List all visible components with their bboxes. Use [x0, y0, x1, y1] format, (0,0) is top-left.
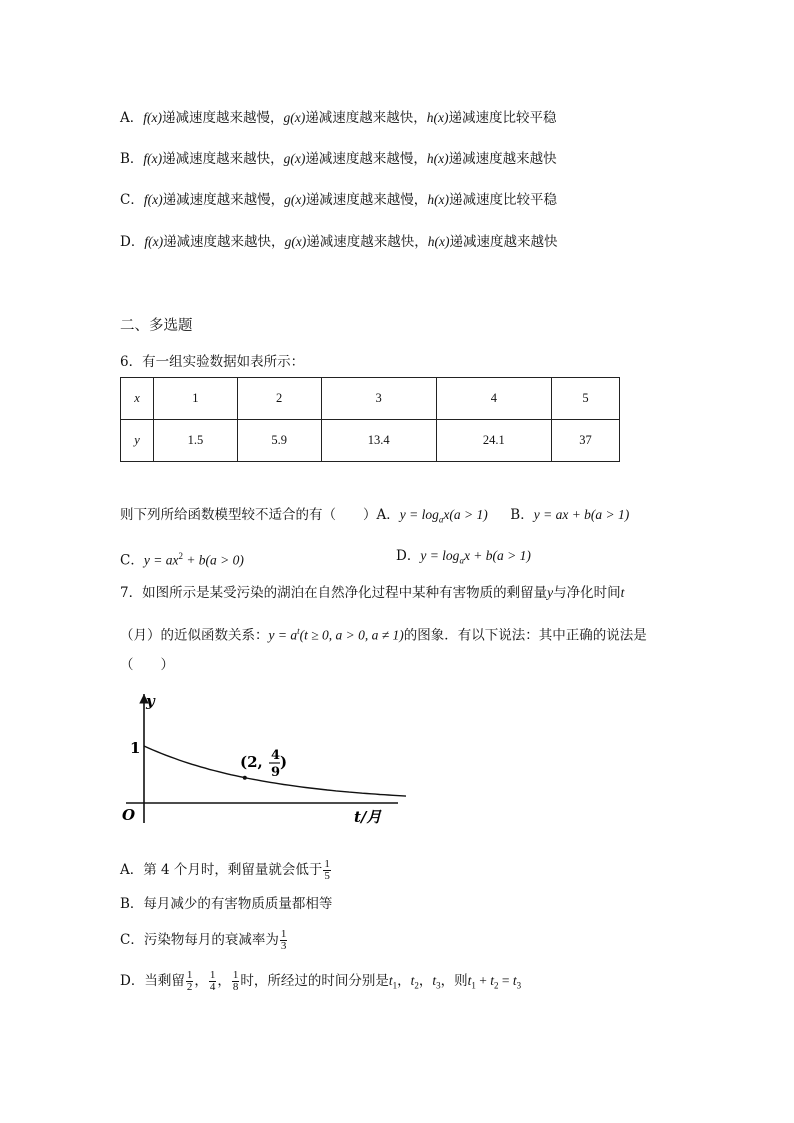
func-f: f(x) [143, 192, 163, 207]
q7-option-a [120, 857, 332, 883]
formula: + b(a > 0) [182, 552, 244, 568]
var-t3: t [432, 973, 437, 988]
q6-question-line [120, 505, 629, 530]
frac-num: 1 [280, 928, 287, 940]
q5-option-b [120, 149, 557, 169]
y-intercept-label: 1 [130, 739, 141, 757]
frac-den: 5 [324, 870, 330, 882]
table-header-x: x [121, 378, 154, 420]
section-title: 二、多选题 [120, 318, 193, 334]
option-text: 递减速度越来越慢， [162, 192, 285, 208]
option-text: D．当剩留 [120, 973, 185, 989]
func-g: g(x) [283, 151, 306, 166]
func-h: h(x) [427, 192, 450, 207]
fraction [186, 970, 194, 993]
var-t2: t [490, 973, 495, 988]
q6-question: 则下列所给函数模型较不适合的有（ ） [120, 507, 377, 523]
q7-stem: 与净化时间 [553, 585, 621, 601]
sub: 2 [494, 980, 499, 991]
option-text: 递减速度越来越快， [306, 234, 428, 250]
formula: y = a [268, 627, 298, 643]
x-axis-label: t/月 [354, 808, 382, 826]
formula: x(a > 1) [443, 507, 488, 522]
formula: x + b(a > 1) [463, 548, 531, 563]
option-text: C．污染物每月的衰减率为 [120, 932, 279, 948]
option-text: 递减速度越来越快 [448, 151, 557, 167]
q7-stem: 7．如图所示是某受污染的湖泊在自然净化过程中某种有害物质的剩留量 [120, 585, 548, 601]
sub: 3 [516, 980, 522, 991]
q7-stem-line3: （ ） [120, 657, 174, 673]
table-cell: 1 [154, 378, 238, 420]
func-g: g(x) [283, 110, 306, 125]
option-text: 时，所经过的时间分别是 [240, 973, 389, 989]
frac-den: 4 [209, 981, 216, 993]
var-t2: t [410, 973, 415, 988]
point-label-left: (2, [240, 753, 263, 771]
sub: 1 [471, 980, 476, 991]
option-text: 递减速度越来越慢， [305, 192, 428, 208]
table-cell: 37 [551, 420, 619, 462]
option-text: 递减速度越来越慢， [305, 151, 427, 167]
table-cell: 1.5 [154, 420, 238, 462]
func-f: f(x) [143, 110, 162, 125]
formula-sub: a [438, 514, 444, 525]
q6-stem: 6．有一组实验数据如表所示： [120, 354, 305, 370]
var-t: t [620, 585, 625, 600]
table-row-y [121, 420, 620, 462]
option-text: A．第 4 个月时，剩留量就会低于 [120, 862, 323, 878]
option-text: 递减速度比较平稳 [449, 192, 558, 208]
table-cell: 5.9 [237, 420, 321, 462]
decay-graph [116, 688, 406, 830]
sub: 3 [436, 980, 441, 991]
fraction [323, 859, 331, 882]
func-f: f(x) [144, 234, 164, 249]
formula-sub: a [459, 555, 464, 566]
option-letter: C． [120, 192, 144, 208]
q5-option-d [120, 232, 558, 252]
separator: ， [217, 973, 231, 989]
y-axis-label: y [146, 692, 155, 710]
option-letter: B． [120, 151, 144, 167]
fraction [280, 929, 288, 952]
option-letter: C． [120, 552, 144, 569]
point-label-den: 9 [271, 765, 281, 780]
func-g: g(x) [284, 192, 306, 207]
option-letter: A． [376, 507, 400, 523]
option-text: 递减速度比较平稳 [448, 110, 557, 126]
q7-stem-line2 [120, 621, 647, 646]
table-cell: 13.4 [321, 420, 436, 462]
frac-den: 2 [186, 981, 193, 993]
func-h: h(x) [427, 234, 450, 249]
var-t1: t [467, 973, 472, 988]
table-cell: 2 [237, 378, 321, 420]
option-letter: D． [120, 234, 145, 250]
option-text: 递减速度越来越慢， [161, 110, 284, 126]
separator: ， [194, 973, 208, 989]
option-text: ，则 [440, 973, 468, 989]
formula-sup: t [297, 626, 300, 636]
point-2-4-9 [243, 776, 247, 780]
var-t3: t [512, 973, 517, 988]
q7-stem: （月）的近似函数关系： [120, 627, 269, 644]
q5-option-a [120, 108, 556, 128]
frac-den: 3 [280, 940, 287, 952]
origin-label: O [122, 806, 136, 824]
point-label-num: 4 [271, 748, 281, 763]
option-text: 递减速度越来越快， [163, 234, 285, 250]
fraction [232, 970, 240, 993]
q5-option-c [120, 190, 557, 210]
q6-option-d [396, 546, 531, 571]
separator: ， [397, 973, 411, 989]
frac-num: 1 [232, 969, 239, 981]
table-cell: 4 [436, 378, 551, 420]
q7-option-b: B．每月减少的有害物质质量都相等 [120, 896, 333, 912]
func-g: g(x) [284, 234, 307, 249]
option-letter: A． [120, 110, 144, 126]
option-letter: B． [510, 507, 534, 523]
table-header-y: y [121, 420, 154, 462]
sub: 1 [392, 980, 398, 991]
formula: y = ax [143, 552, 179, 568]
formula: y = ax + b(a > 1) [533, 507, 630, 522]
func-h: h(x) [426, 151, 449, 166]
point-label-right: ) [280, 753, 288, 771]
frac-den: 8 [232, 981, 239, 993]
frac-num: 1 [209, 969, 216, 981]
table-cell: 24.1 [436, 420, 551, 462]
table-cell: 5 [551, 378, 619, 420]
option-text: 递减速度越来越快， [162, 151, 284, 167]
frac-num: 1 [186, 969, 193, 981]
option-text: 递减速度越来越快， [305, 110, 427, 126]
formula: y = log [420, 548, 460, 563]
q7-option-c [120, 927, 288, 953]
separator: ， [418, 973, 433, 989]
q6-option-c [120, 546, 244, 571]
formula-sup: 2 [178, 551, 183, 561]
formula: (t ≥ 0, a > 0, a ≠ 1) [299, 627, 404, 643]
func-f: f(x) [143, 151, 163, 166]
q7-stem-line1 [120, 583, 624, 603]
var-y: y [547, 585, 554, 600]
data-table [120, 377, 620, 462]
q7-option-d: D．当剩留 $\frac{1}{2}$ ， $\frac{1}{4}$ ， $\frac{1}{8}$ 时，所经过的时间分别是$t_1$，$t_2$，$t_3$，则$t_1 + t_2 = t_3$ [120, 969, 522, 993]
var-t1: t [388, 973, 393, 988]
func-h: h(x) [426, 110, 449, 125]
frac-num: 1 [324, 858, 330, 870]
formula: y = log [399, 507, 439, 522]
sub: 2 [414, 980, 419, 991]
table-cell: 3 [321, 378, 436, 420]
q7-stem: 的图象．有以下说法：其中正确的说法是 [403, 627, 647, 644]
fraction [209, 970, 217, 993]
table-row-x [121, 378, 620, 420]
option-letter: D． [396, 548, 421, 564]
option-text: 递减速度越来越快 [449, 234, 558, 250]
